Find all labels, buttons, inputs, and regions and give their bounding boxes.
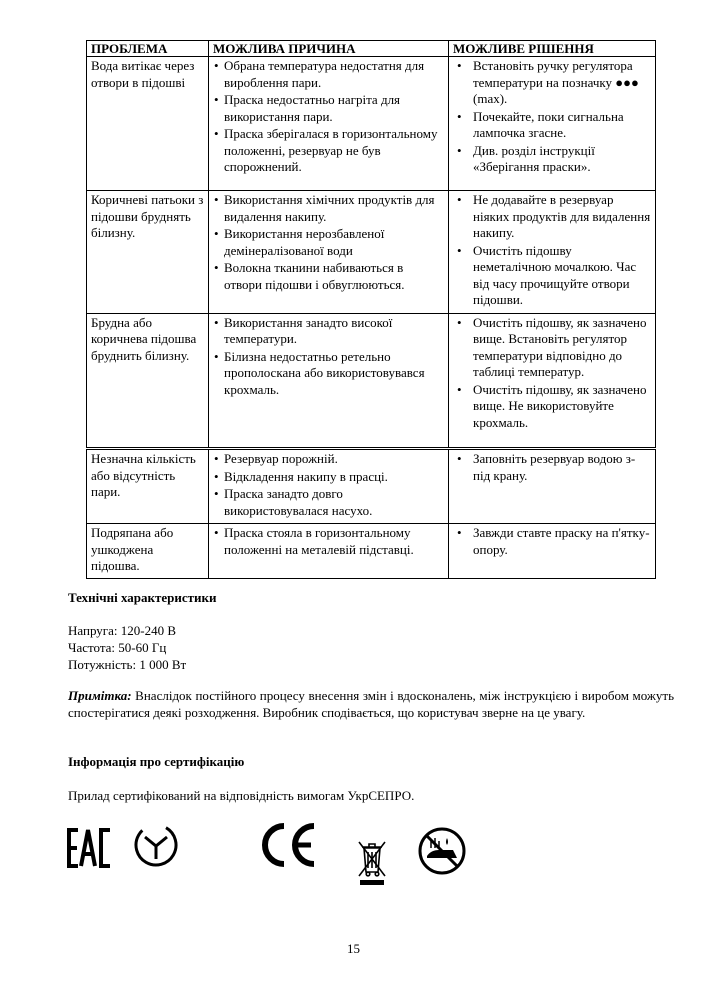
problem-cell: Вода витікає через отвори в підошві (87, 57, 209, 191)
causes-cell (209, 450, 449, 524)
column-header-problem: ПРОБЛЕМА (87, 41, 209, 57)
cause-item: • Використання нерозбавленої демінералізованої води (213, 226, 444, 259)
cause-item: • Резервуар порожній. (213, 451, 444, 468)
cause-item: • Праска недостатньо нагріта для використання пари. (213, 92, 444, 125)
troubleshooting-table-continued (86, 449, 656, 579)
table-row (87, 57, 656, 191)
causes-cell (209, 191, 449, 314)
note-label: Примітка: (68, 688, 132, 703)
page-number: 15 (347, 941, 360, 956)
spec-voltage: Напруга: 120-240 В (68, 623, 176, 638)
column-header-cause: МОЖЛИВА ПРИЧИНА (209, 41, 449, 57)
solution-item: • Встановіть ручку регулятора температури на позначку ●●● (max). (453, 58, 651, 108)
no-descaler-icon (417, 826, 467, 876)
cause-item: • Праска занадто довго використовувалася насухо. (213, 486, 444, 519)
solutions-cell (449, 524, 656, 579)
cause-item: • Білизна недостатньо ретельно прополоскана або використовувався крохмаль. (213, 349, 444, 399)
eac-mark (66, 828, 112, 868)
certification-text: Прилад сертифікований на відповідність вимогам УкрСЕПРО. (68, 788, 415, 803)
solution-item: • Очистіть підошву, як зазначено вище. Не використовуйте крохмаль. (453, 382, 651, 432)
table-row (87, 524, 656, 579)
note-text: Внаслідок постійного процесу внесення змін і вдосконалень, між інструкцією і виробом можуть спостерігатися деякі розходження. Виробник сподівається, що користувач зверне на це увагу. (68, 688, 675, 720)
cause-item: • Обрана температура недостатня для вироблення пари. (213, 58, 444, 91)
cause-item: • Відкладення накипу в прасці. (213, 469, 444, 486)
ce-mark (258, 822, 318, 868)
certification-title: Інформація про сертифікацію (68, 754, 245, 769)
troubleshooting-table (86, 40, 656, 448)
causes-cell (209, 524, 449, 579)
column-header-solution: МОЖЛИВЕ РІШЕННЯ (449, 41, 656, 57)
problem-cell: Незначна кількість або відсутність пари. (87, 450, 209, 524)
solutions-cell (449, 57, 656, 191)
cause-item: • Праска зберігалася в горизонтальному положенні, резервуар не був спорожнений. (213, 126, 444, 176)
table-header-row (87, 41, 656, 57)
spec-frequency: Частота: 50-60 Гц (68, 640, 167, 655)
solution-item: • Очистіть підошву неметалічною мочалкою. Час від часу прочищуйте отвори підошви. (453, 243, 651, 309)
table-row (87, 191, 656, 314)
solutions-cell (449, 313, 656, 447)
solution-item: • Завжди ставте праску на п'ятку-опору. (453, 525, 651, 558)
causes-cell (209, 313, 449, 447)
weee-bin-icon (356, 838, 388, 886)
table-row (87, 450, 656, 524)
solution-item: • Почекайте, поки сигнальна лампочка згасне. (453, 109, 651, 142)
problem-cell: Коричневі патьоки з підошви бруднять білизну. (87, 191, 209, 314)
problem-cell: Брудна або коричнева підошва бруднить білизну. (87, 313, 209, 447)
solution-item: • Очистіть підошву, як зазначено вище. Встановіть регулятор температури відповідно до таблиці температур. (453, 315, 651, 381)
cause-item: • Волокна тканини набиваються в отвори підошви і обвуглюються. (213, 260, 444, 293)
ukrsepro-mark (133, 822, 179, 868)
solution-item: • Заповніть резервуар водою з-під крану. (453, 451, 651, 484)
cause-item: • Праска стояла в горизонтальному положенні на металевій підставці. (213, 525, 444, 558)
solutions-cell (449, 450, 656, 524)
solution-item: • Див. розділ інструкції «Зберігання праски». (453, 143, 651, 176)
solutions-cell (449, 191, 656, 314)
problem-cell: Подряпана або ушкоджена підошва. (87, 524, 209, 579)
spec-power: Потужність: 1 000 Вт (68, 657, 187, 672)
note-paragraph (68, 687, 674, 721)
cause-item: • Використання занадто високої температури. (213, 315, 444, 348)
cause-item: • Використання хімічних продуктів для видалення накипу. (213, 192, 444, 225)
table-row (87, 313, 656, 447)
specs-title: Технічні характеристики (68, 590, 217, 605)
causes-cell (209, 57, 449, 191)
solution-item: • Не додавайте в резервуар ніяких продуктів для видалення накипу. (453, 192, 651, 242)
